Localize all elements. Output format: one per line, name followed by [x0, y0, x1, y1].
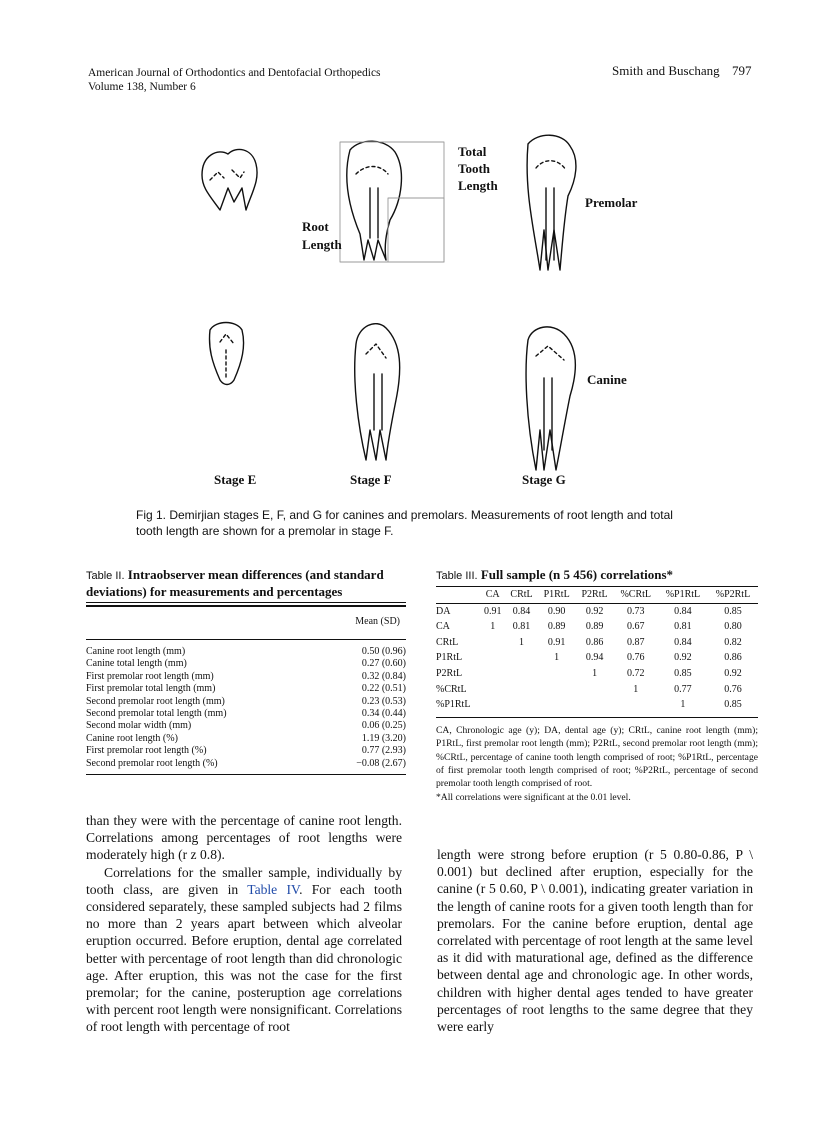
table-3-cell: 0.84 — [674, 636, 692, 648]
label-stage-e: Stage E — [214, 472, 257, 487]
figure-1-caption: Fig 1. Demirjian stages E, F, and G for canines and premolars. Measurements of root length and total tooth length are shown for a premolar in stage F. — [136, 508, 673, 538]
table-3-cell — [576, 682, 614, 698]
table-3-cell: 0.92 — [585, 605, 604, 617]
table-3-cell — [505, 666, 537, 682]
table-3-cell — [505, 697, 537, 713]
table-3-footnote-significance: *All correlations were significant at the 0.01 level. — [436, 791, 631, 803]
table-3-cell — [614, 697, 658, 713]
table-2-row — [86, 733, 406, 745]
table-2-row — [86, 758, 406, 770]
table-3-cell: 0.86 — [585, 636, 604, 648]
tooth-stage-e-canine — [209, 323, 243, 385]
table-3-cell — [480, 682, 505, 698]
running-authors: Smith and Buschang — [612, 63, 720, 78]
label-premolar: Premolar — [585, 195, 638, 210]
table-3-cell: 1 — [554, 652, 560, 664]
table-3-cell: 0.73 — [626, 605, 645, 617]
table-3-body — [436, 587, 758, 713]
table-3-cell: 1 — [633, 683, 639, 695]
table-2-row — [86, 671, 406, 683]
table-3-cell: 0.91 — [547, 636, 566, 648]
table-3-header-cell: CA — [485, 589, 500, 600]
table-3-cell: 0.92 — [724, 667, 742, 679]
table-2-row-label: First premolar total length (mm) — [86, 683, 216, 695]
tooth-stage-e-premolar — [202, 149, 257, 210]
table-2-row-value: 1.19 (3.20) — [361, 732, 406, 744]
table-2-row — [86, 708, 406, 720]
table-3-header-cell: CRtL — [510, 589, 533, 600]
table-2-row-label: Second premolar total length (mm) — [86, 708, 227, 720]
table-2-row-value: 0.50 (0.96) — [361, 646, 406, 657]
tooth-stage-g-canine — [526, 327, 575, 470]
table-3-cell: 1 — [519, 636, 525, 648]
table-3-cell: 0.87 — [626, 636, 645, 648]
table-3-row-label: P1RtL — [436, 652, 463, 664]
table-2 — [86, 567, 406, 775]
label-stage-g: Stage G — [522, 472, 566, 487]
table-3-cell: 0.77 — [674, 683, 692, 695]
label-root-length: Root Length — [302, 219, 342, 252]
table-3-cell: 1 — [490, 621, 496, 633]
table-2-body — [86, 646, 406, 770]
table-3-title: Table III. Full sample (n 5 456) correlations* — [436, 567, 758, 587]
body-left-paragraph-1: than they were with the percentage of canine root length. Correlations among percentages of root lengths were moderately high (r z 0.8). — [86, 813, 402, 863]
table-3-header-cell: %P1RtL — [665, 589, 701, 600]
table-3-cell: 0.90 — [547, 605, 566, 617]
table-2-row-value: 0.34 (0.44) — [361, 708, 406, 720]
table-2-row-value: 0.23 (0.53) — [361, 695, 406, 707]
table-2-row-value: −0.08 (2.67) — [356, 757, 406, 769]
table-3-row-label: %P1RtL — [436, 699, 471, 711]
table-3-cell — [505, 682, 537, 698]
table-3-cell: 0.86 — [724, 652, 742, 664]
label-stage-f: Stage F — [350, 472, 392, 487]
table-3-footnote: CA, Chronologic age (y); DA, dental age (y); CRtL, canine root length (mm); P1RtL, first premolar root length (mm); P2RtL, second premolar root length (mm); %CRtL, percentage of canine tooth length comprised of root; %P1RtL, percentage of first premolar tooth length comprised of root; %P2RtL, percentage of second premolar tooth length comprised of root. — [436, 724, 758, 790]
table-3-cell — [505, 650, 537, 666]
table-2-row — [86, 720, 406, 732]
table-2-row-label: Second premolar root length (mm) — [86, 695, 225, 707]
table-3-cell: 0.80 — [724, 621, 742, 633]
table-3-cell: 0.85 — [724, 699, 742, 711]
table-3-cell: 0.94 — [585, 652, 604, 664]
table-3-cell: 0.76 — [724, 683, 742, 695]
table-3-cell — [480, 697, 505, 713]
table-3-header-cell: %CRtL — [620, 589, 651, 600]
table-3-row — [436, 650, 758, 666]
table-2-row-label: Canine root length (%) — [86, 732, 178, 744]
table-2-row-label: Canine total length (mm) — [86, 658, 187, 670]
table-3-row — [436, 619, 758, 635]
body-right-column — [437, 846, 753, 1035]
table-3-cell — [480, 635, 505, 651]
table-2-col-header: Mean (SD) — [86, 607, 406, 640]
table-2-row-label: First premolar root length (%) — [86, 745, 207, 757]
label-total-tooth-length: Total Tooth Length — [458, 144, 498, 193]
table-3-cell: 0.85 — [724, 605, 742, 617]
journal-volume: Volume 138, Number 6 — [88, 81, 196, 93]
table-3-cell: 0.89 — [585, 621, 604, 633]
body-right-paragraph-1: length were strong before eruption (r 5 0.80-0.86, P \ 0.001) but declined after eruption, especially for the canine (r 5 0.60, P \ 0.001), indicating greater variation in the length of canine roots for a given tooth length than for premolars. For the canine before eruption, dental age correlated with percentage of root length at the same level as it did with maturational age, defined as the difference between dental age and chronologic age. In other words, children with higher dental ages tended to have greater percentages of root lengths to the same degree that they were early — [437, 847, 753, 1035]
label-canine: Canine — [587, 372, 627, 387]
table-3-row-label: CA — [436, 621, 450, 633]
table-2-row — [86, 696, 406, 708]
table-3-cell: 0.89 — [547, 621, 566, 633]
table-2-row — [86, 683, 406, 695]
table-3-row-label: DA — [436, 605, 451, 617]
table-3-row-label: P2RtL — [436, 667, 463, 679]
table-3-row — [436, 666, 758, 682]
table-3-cell — [538, 666, 576, 682]
page-number: 797 — [732, 63, 752, 78]
table-3-cell — [480, 650, 505, 666]
table-3-header-cell: P1RtL — [543, 589, 570, 600]
table-2-row-value: 0.27 (0.60) — [361, 658, 406, 670]
table-2-row — [86, 658, 406, 670]
table-3-cell: 0.85 — [674, 667, 692, 679]
table-3-cell: 0.84 — [512, 605, 531, 617]
table-3-header-cell — [436, 587, 480, 603]
table-2-row-label: Second molar width (mm) — [86, 720, 192, 732]
table-3-cell — [576, 697, 614, 713]
table-3-cell: 0.81 — [512, 621, 531, 633]
table-3 — [436, 567, 758, 804]
table-3-row — [436, 635, 758, 651]
table-3-row — [436, 697, 758, 713]
table-2-row-label: Second premolar root length (%) — [86, 757, 218, 769]
table-3-cell: 0.92 — [674, 652, 692, 664]
table-2-row-value: 0.06 (0.25) — [361, 720, 406, 732]
table-2-title: Table II. Intraobserver mean differences (and standard deviations) for measurements and percentages — [86, 567, 406, 603]
table-3-row — [436, 682, 758, 698]
tooth-stage-g-premolar — [527, 135, 576, 270]
table-2-row-label: Canine root length (mm) — [86, 646, 186, 657]
table-3-row-label: %CRtL — [436, 683, 467, 695]
tooth-stage-f-canine — [355, 324, 400, 460]
table-3-cell: 0.82 — [724, 636, 742, 648]
table-2-row-value: 0.77 (2.93) — [361, 745, 406, 757]
table-2-row — [86, 646, 406, 658]
table-3-cell — [538, 697, 576, 713]
table-3-cell: 1 — [592, 667, 598, 679]
table-3-cell: 0.84 — [674, 605, 692, 617]
figure-1-illustration — [180, 130, 660, 500]
table-3-cell: 0.72 — [626, 667, 645, 679]
table-3-cell: 0.76 — [626, 652, 645, 664]
tooth-stage-f-premolar — [347, 141, 402, 260]
table-3-cell: 0.91 — [483, 605, 502, 617]
table-3-row — [436, 603, 758, 619]
table-2-row-value: 0.22 (0.51) — [361, 683, 406, 695]
body-left-column — [86, 812, 402, 1036]
table-3-cell — [480, 666, 505, 682]
table-3-cell: 1 — [680, 699, 686, 711]
table-3-row-label: CRtL — [436, 636, 459, 648]
table-3-header-cell: %P2RtL — [715, 589, 751, 600]
journal-title: American Journal of Orthodontics and Dentofacial Orthopedics — [88, 67, 381, 79]
table-2-row-value: 0.32 (0.84) — [361, 670, 406, 682]
body-left-paragraph-2: Correlations for the smaller sample, individually by tooth class, are given in Table IV. For each tooth considered separately, these sampled subjects had 2 films no more than 2 years apart between which alveolar eruption occurred. Before eruption, dental age correlated better with percentage of root length than did chronologic age. After eruption, this was not the case for the first premolar; for the canine, posteruption age correlations with percent root length were nonsignificant. Correlations of root length with percentage of root — [86, 864, 402, 1035]
table-4-link[interactable]: Table IV — [247, 881, 300, 897]
table-3-header-cell: P2RtL — [581, 589, 608, 600]
table-3-cell — [538, 682, 576, 698]
table-3-cell: 0.81 — [674, 621, 692, 633]
table-2-row-label: First premolar root length (mm) — [86, 670, 214, 682]
table-3-cell: 0.67 — [626, 621, 645, 633]
table-2-row — [86, 745, 406, 757]
